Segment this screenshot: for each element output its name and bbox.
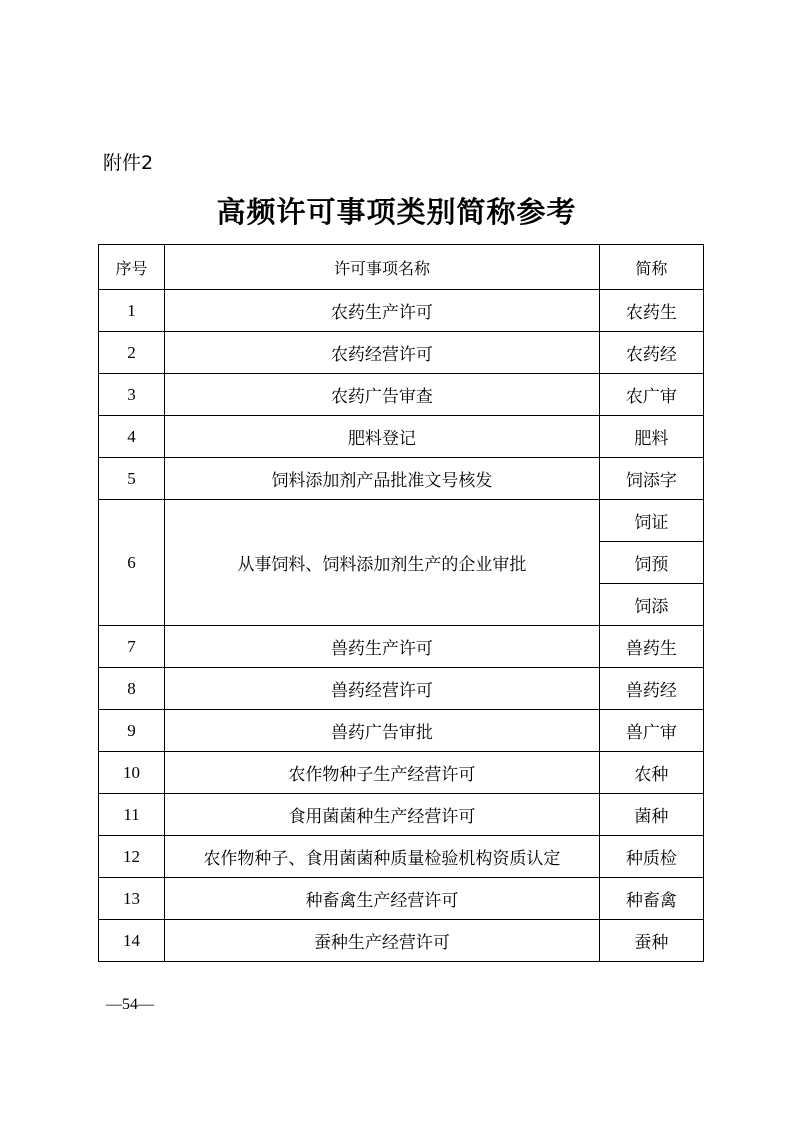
serial-number-cell: 5 xyxy=(99,458,165,500)
abbreviation-cell: 饲添 xyxy=(599,584,703,626)
abbreviation-cell: 兽药经 xyxy=(599,668,703,710)
table-row xyxy=(99,836,704,878)
permit-name-cell: 农作物种子生产经营许可 xyxy=(165,752,600,794)
header-permit-name: 许可事项名称 xyxy=(165,245,600,290)
table-row xyxy=(99,626,704,668)
table-row xyxy=(99,290,704,332)
abbreviation-cell: 农种 xyxy=(599,752,703,794)
page-number: —54— xyxy=(106,996,154,1013)
table-row xyxy=(99,416,704,458)
abbreviation-cell: 兽药生 xyxy=(599,626,703,668)
table-header-row xyxy=(99,245,704,290)
permit-abbreviation-table xyxy=(98,244,704,962)
table-row xyxy=(99,374,704,416)
table-row xyxy=(99,920,704,962)
permit-name-cell: 从事饲料、饲料添加剂生产的企业审批 xyxy=(165,500,600,626)
serial-number-cell: 9 xyxy=(99,710,165,752)
serial-number-cell: 7 xyxy=(99,626,165,668)
abbreviation-cell: 农药生 xyxy=(599,290,703,332)
table-row xyxy=(99,878,704,920)
abbreviation-cell: 种畜禽 xyxy=(599,878,703,920)
abbreviation-cell: 蚕种 xyxy=(599,920,703,962)
table-body xyxy=(99,290,704,962)
serial-number-cell: 8 xyxy=(99,668,165,710)
abbreviation-cell: 农药经 xyxy=(599,332,703,374)
serial-number-cell: 6 xyxy=(99,500,165,626)
abbreviation-cell: 饲证 xyxy=(599,500,703,542)
permit-name-cell: 兽药经营许可 xyxy=(165,668,600,710)
serial-number-cell: 13 xyxy=(99,878,165,920)
permit-name-cell: 农药生产许可 xyxy=(165,290,600,332)
permit-name-cell: 饲料添加剂产品批准文号核发 xyxy=(165,458,600,500)
header-serial-number: 序号 xyxy=(99,245,165,290)
permit-name-cell: 兽药广告审批 xyxy=(165,710,600,752)
abbreviation-cell: 饲添字 xyxy=(599,458,703,500)
permit-name-cell: 兽药生产许可 xyxy=(165,626,600,668)
serial-number-cell: 1 xyxy=(99,290,165,332)
abbreviation-cell: 肥料 xyxy=(599,416,703,458)
table-row xyxy=(99,458,704,500)
permit-name-cell: 蚕种生产经营许可 xyxy=(165,920,600,962)
abbreviation-cell: 农广审 xyxy=(599,374,703,416)
permit-name-cell: 食用菌菌种生产经营许可 xyxy=(165,794,600,836)
serial-number-cell: 12 xyxy=(99,836,165,878)
permit-name-cell: 农药广告审查 xyxy=(165,374,600,416)
serial-number-cell: 3 xyxy=(99,374,165,416)
abbreviation-cell: 种质检 xyxy=(599,836,703,878)
permit-name-cell: 农药经营许可 xyxy=(165,332,600,374)
table-row xyxy=(99,668,704,710)
permit-name-cell: 肥料登记 xyxy=(165,416,600,458)
abbreviation-cell: 兽广审 xyxy=(599,710,703,752)
attachment-label: 附件2 xyxy=(103,152,154,174)
header-abbreviation: 简称 xyxy=(599,245,703,290)
table-row xyxy=(99,332,704,374)
permit-name-cell: 种畜禽生产经营许可 xyxy=(165,878,600,920)
serial-number-cell: 2 xyxy=(99,332,165,374)
abbreviation-cell: 菌种 xyxy=(599,794,703,836)
serial-number-cell: 11 xyxy=(99,794,165,836)
abbreviation-cell: 饲预 xyxy=(599,542,703,584)
serial-number-cell: 4 xyxy=(99,416,165,458)
table-row xyxy=(99,794,704,836)
document-title: 高频许可事项类别简称参考 xyxy=(216,195,577,229)
serial-number-cell: 14 xyxy=(99,920,165,962)
permit-name-cell: 农作物种子、食用菌菌种质量检验机构资质认定 xyxy=(165,836,600,878)
table-row xyxy=(99,500,704,542)
table-row xyxy=(99,710,704,752)
table-row xyxy=(99,752,704,794)
serial-number-cell: 10 xyxy=(99,752,165,794)
